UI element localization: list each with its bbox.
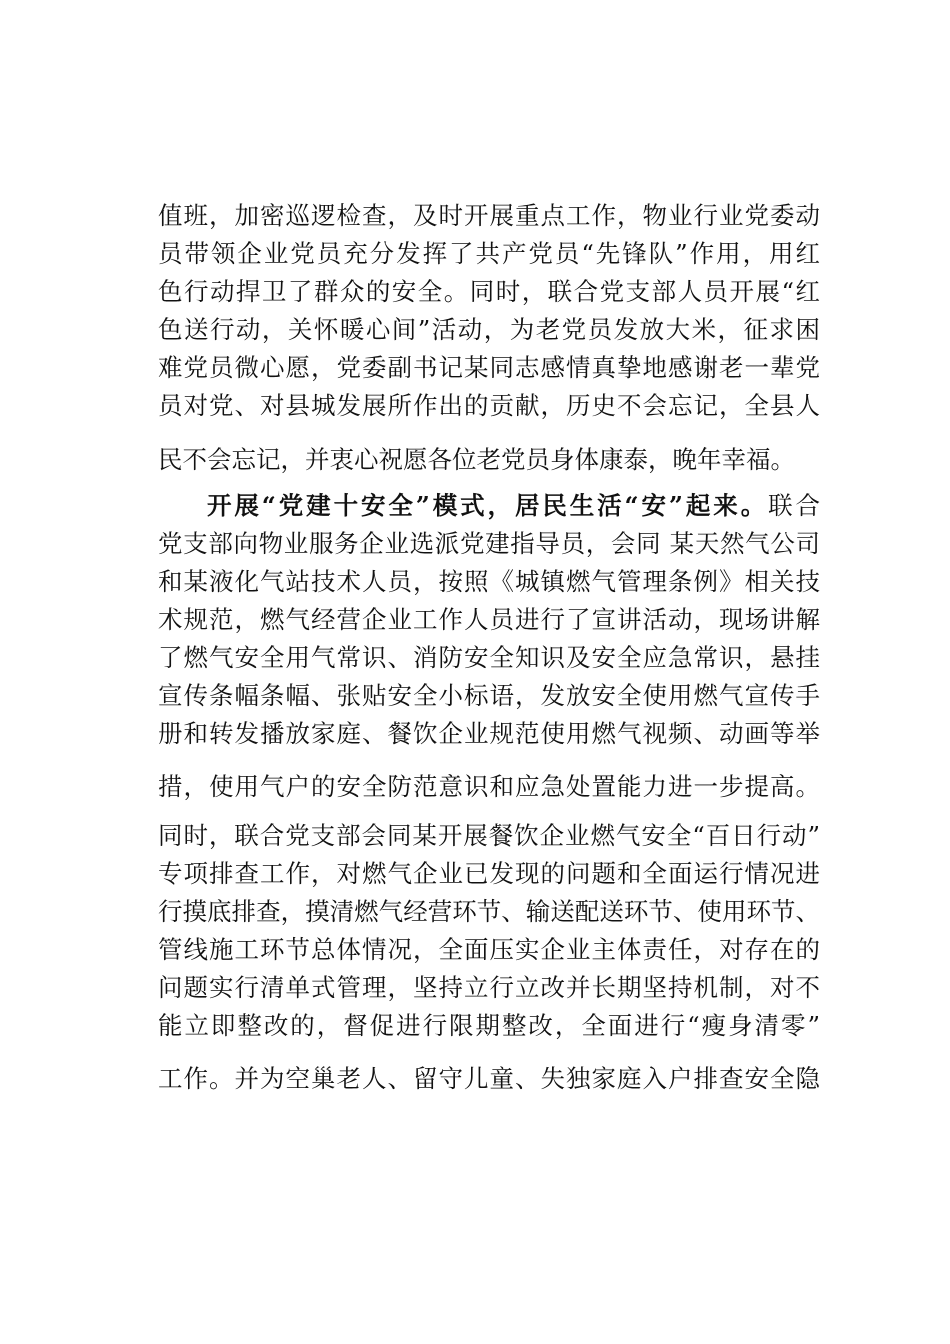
text-line: 员对党、对县城发展所作出的贡献，历史不会忘记，全县人 [158,391,820,420]
paragraph-heading-line [207,489,820,523]
text-line: 宣传条幅条幅、张贴安全小标语，发放安全使用燃气宣传手 [158,681,820,710]
text-line: 难党员微心愿，党委副书记某同志感情真挚地感谢老一辈党 [158,353,820,382]
text-line: 专项排查工作，对燃气企业已发现的问题和全面运行情况进 [158,859,820,888]
text-line: 同时，联合党支部会同某开展餐饮企业燃气安全“百日行动” [158,821,820,850]
text-line: 术规范，燃气经营企业工作人员进行了宣讲活动，现场讲解 [158,605,820,634]
text-line: 色行动捍卫了群众的安全。同时，联合党支部人员开展“红 [158,277,820,306]
text-line: 问题实行清单式管理，坚持立行立改并长期坚持机制，对不 [158,973,820,1002]
text-line: 色送行动，关怀暖心间”活动，为老党员发放大米，征求困 [158,315,820,344]
paragraph-heading: 开展“党建十安全”模式，居民生活“安”起来。 [207,491,769,520]
text-line: 管线施工环节总体情况，全面压实企业主体责任，对存在的 [158,935,820,964]
text-line: 员带领企业党员充分发挥了共产党员“先锋队”作用，用红 [158,239,820,268]
text-line: 行摸底排查，摸清燃气经营环节、输送配送环节、使用环节、 [158,897,820,926]
text-line: 和某液化气站技术人员，按照《城镇燃气管理条例》相关技 [158,567,820,596]
text-line: 工作。并为空巢老人、留守儿童、失独家庭入户排查安全隐 [158,1064,820,1093]
paragraph-heading-continuation: 联合 [768,491,821,520]
text-line: 措，使用气户的安全防范意识和应急处置能力进一步提高。 [158,772,820,801]
text-line: 党支部向物业服务企业选派党建指导员，会同 某天然气公司 [158,529,820,558]
text-line: 值班，加密巡逻检查，及时开展重点工作，物业行业党委动 [158,201,820,230]
text-line: 了燃气安全用气常识、消防安全知识及安全应急常识，悬挂 [158,643,820,672]
text-line: 册和转发播放家庭、餐饮企业规范使用燃气视频、动画等举 [158,719,820,748]
text-line: 能立即整改的，督促进行限期整改，全面进行“瘦身清零” [158,1011,820,1040]
text-line: 民不会忘记，并衷心祝愿各位老党员身体康泰，晚年幸福。 [158,445,795,474]
